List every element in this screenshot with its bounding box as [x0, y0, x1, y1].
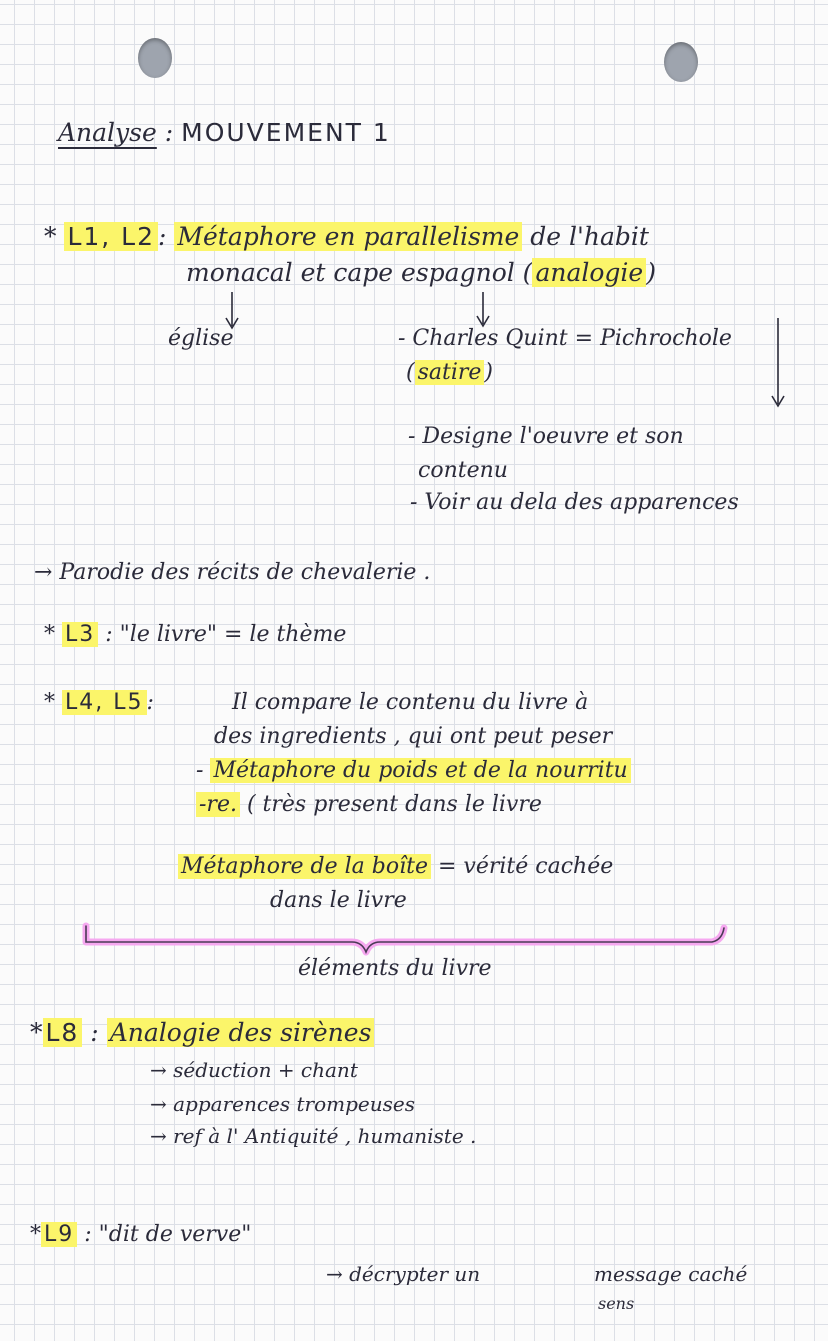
satire-close: ) [484, 360, 494, 385]
l3-marker: * [44, 622, 55, 647]
l1l2-line2-a: monacal et cape espagnol ( [186, 258, 533, 287]
l4l5-ref: L4, L5 [62, 690, 147, 715]
l4l5-metaphore-boite: Métaphore de la boîte [178, 854, 431, 879]
l8-colon: : [90, 1018, 99, 1047]
l4l5-line4-highlight: -re. [196, 792, 240, 817]
l4l5-line3-dash: - [196, 758, 204, 783]
page-title [58, 118, 391, 147]
l8-heading [30, 1018, 374, 1047]
l4l5-line-3 [196, 758, 631, 783]
l1l2-marker: * [44, 222, 57, 251]
brace-label: éléments du livre [298, 956, 492, 981]
title-separator: : [156, 118, 182, 147]
l9-marker: * [30, 1222, 41, 1247]
l9-message-cache: message caché [594, 1262, 748, 1286]
l4l5-colon: : [146, 690, 154, 715]
parodie-line: → Parodie des récits de chevalerie . [34, 560, 431, 585]
l1l2-ref: L1, L2 [64, 222, 158, 251]
title-rest: MOUVEMENT 1 [181, 118, 391, 147]
l8-item: → apparences trompeuses [150, 1092, 415, 1116]
sub-designe: - Designe l'oeuvre et son [408, 424, 684, 449]
l3-line [44, 622, 346, 647]
l4l5-line4-rest: ( très present dans le livre [246, 792, 542, 817]
l4l5-metaphore-poids: Métaphore du poids et de la nourritu [210, 758, 630, 783]
note-charles-quint: - Charles Quint = Pichrochole [398, 326, 732, 351]
l4l5-verite-cachee: = vérité cachée [438, 854, 614, 879]
l4l5-heading [44, 690, 154, 715]
l8-item: → ref à l' Antiquité , humaniste . [150, 1124, 477, 1148]
l4l5-line-2: des ingredients , qui ont peut peser [214, 724, 613, 749]
l3-ref: L3 [62, 622, 98, 647]
satire-open: ( [406, 360, 415, 385]
l1l2-line2-b: ) [646, 258, 656, 287]
l9-text: : "dit de verve" [84, 1222, 252, 1247]
l8-marker: * [30, 1018, 43, 1047]
l8-analogie-sirenes: Analogie des sirènes [107, 1018, 375, 1047]
l4l5-line-4 [196, 792, 542, 817]
sub-contenu: contenu [418, 458, 508, 483]
l1l2-analogie: analogie [532, 258, 646, 287]
satire-highlight: satire [415, 360, 485, 385]
l9-decrypter: → décrypter un [326, 1262, 481, 1286]
l4l5-marker: * [44, 690, 55, 715]
l4l5-line-5 [178, 854, 613, 879]
note-satire [406, 360, 493, 385]
title-word: Analyse [58, 118, 157, 147]
l3-text: : "le livre" = le thème [105, 622, 347, 647]
l1l2-line-1 [44, 222, 649, 251]
l8-ref: L8 [43, 1018, 83, 1047]
l9-heading [30, 1222, 251, 1247]
l8-item: → séduction + chant [150, 1058, 358, 1082]
l9-sens: sens [598, 1294, 635, 1313]
l9-ref: L9 [41, 1222, 77, 1247]
note-eglise: église [168, 326, 234, 351]
l1l2-phrase-rest: de l'habit [530, 222, 649, 251]
l4l5-line-1: Il compare le contenu du livre à [232, 690, 589, 715]
l4l5-line-6: dans le livre [270, 888, 407, 913]
pink-brace [86, 926, 724, 952]
l1l2-line-2 [186, 258, 656, 287]
sub-voir-au-dela: - Voir au dela des apparences [410, 490, 739, 515]
l1l2-phrase-highlight: Métaphore en parallelisme [174, 222, 522, 251]
l1l2-colon: : [158, 222, 167, 251]
